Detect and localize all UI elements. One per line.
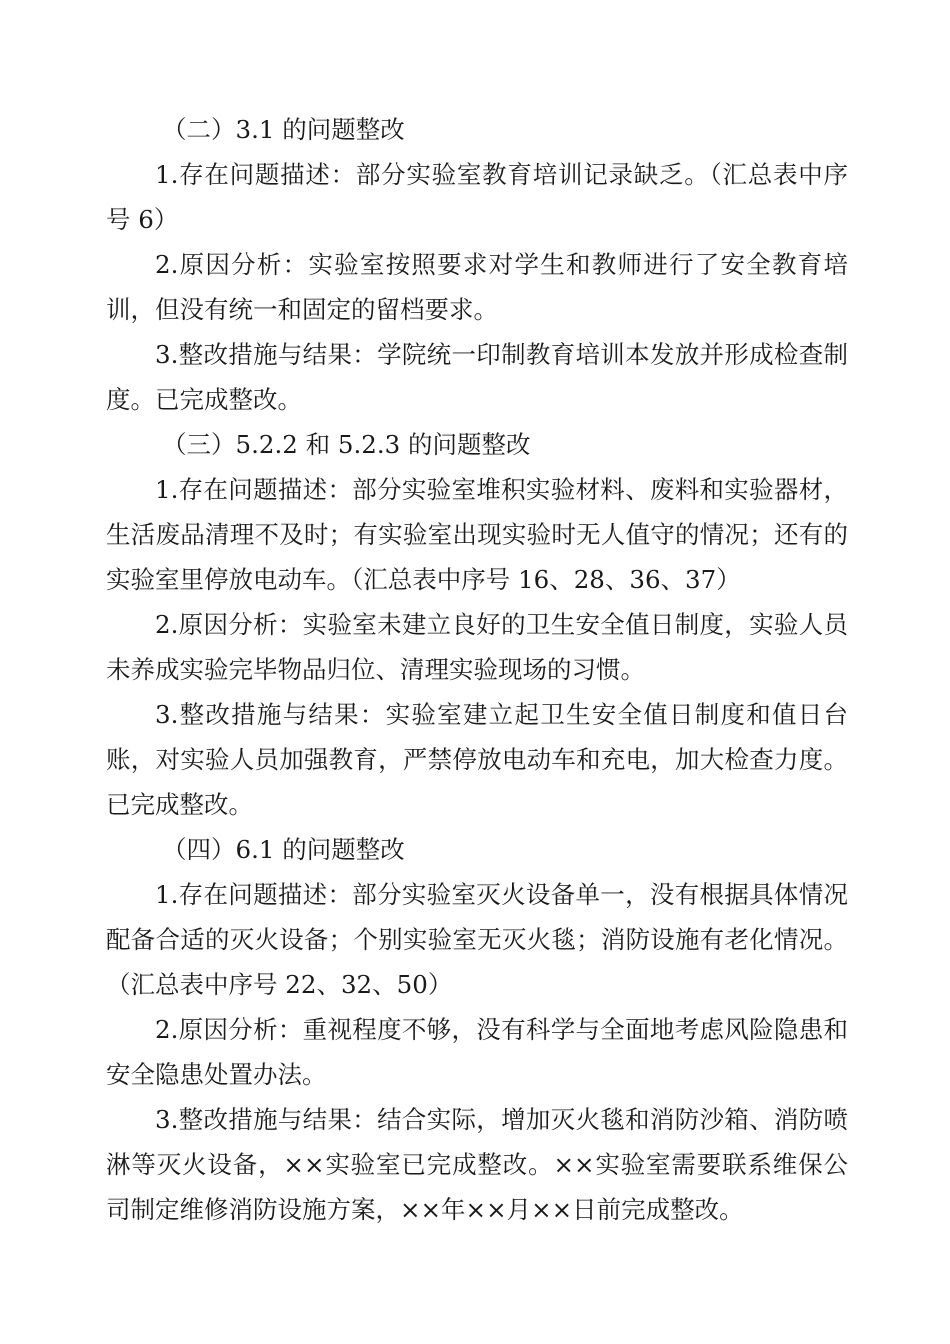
problem-description-paragraph: 1.存在问题描述：部分实验室教育培训记录缺乏。（汇总表中序号 6）: [106, 160, 848, 234]
cause-analysis-paragraph: 2.原因分析：实验室未建立良好的卫生安全值日制度，实验人员未养成实验完毕物品归位、清理实验现场的习惯。: [106, 610, 848, 684]
section-heading-2: （二）3.1 的问题整改: [162, 115, 405, 144]
cause-analysis-paragraph: 2.原因分析：实验室按照要求对学生和教师进行了安全教育培训，但没有统一和固定的留档要求。: [106, 250, 848, 324]
cause-analysis-paragraph: 2.原因分析：重视程度不够，没有科学与全面地考虑风险隐患和安全隐患处置办法。: [106, 1015, 848, 1089]
rectification-result-paragraph: 3.整改措施与结果：实验室建立起卫生安全值日制度和值日台账，对实验人员加强教育，严禁停放电动车和充电，加大检查力度。已完成整改。: [106, 700, 848, 819]
section-heading-4: （四）6.1 的问题整改: [162, 835, 405, 864]
section-heading-3: （三）5.2.2 和 5.2.3 的问题整改: [162, 430, 531, 459]
problem-description-paragraph: 1.存在问题描述：部分实验室堆积实验材料、废料和实验器材，生活废品清理不及时；有实验室出现实验时无人值守的情况；还有的实验室里停放电动车。（汇总表中序号 16、28、36、37）: [106, 475, 848, 594]
document-page: [106, 107, 848, 1232]
rectification-result-paragraph: 3.整改措施与结果：结合实际，增加灭火毯和消防沙箱、消防喷淋等灭火设备，××实验室已完成整改。××实验室需要联系维保公司制定维修消防设施方案，××年××月××日前完成整改。: [106, 1105, 848, 1224]
problem-description-paragraph: 1.存在问题描述：部分实验室灭火设备单一，没有根据具体情况配备合适的灭火设备；个别实验室无灭火毯；消防设施有老化情况。（汇总表中序号 22、32、50）: [106, 880, 848, 999]
rectification-result-paragraph: 3.整改措施与结果：学院统一印制教育培训本发放并形成检查制度。已完成整改。: [106, 340, 848, 414]
